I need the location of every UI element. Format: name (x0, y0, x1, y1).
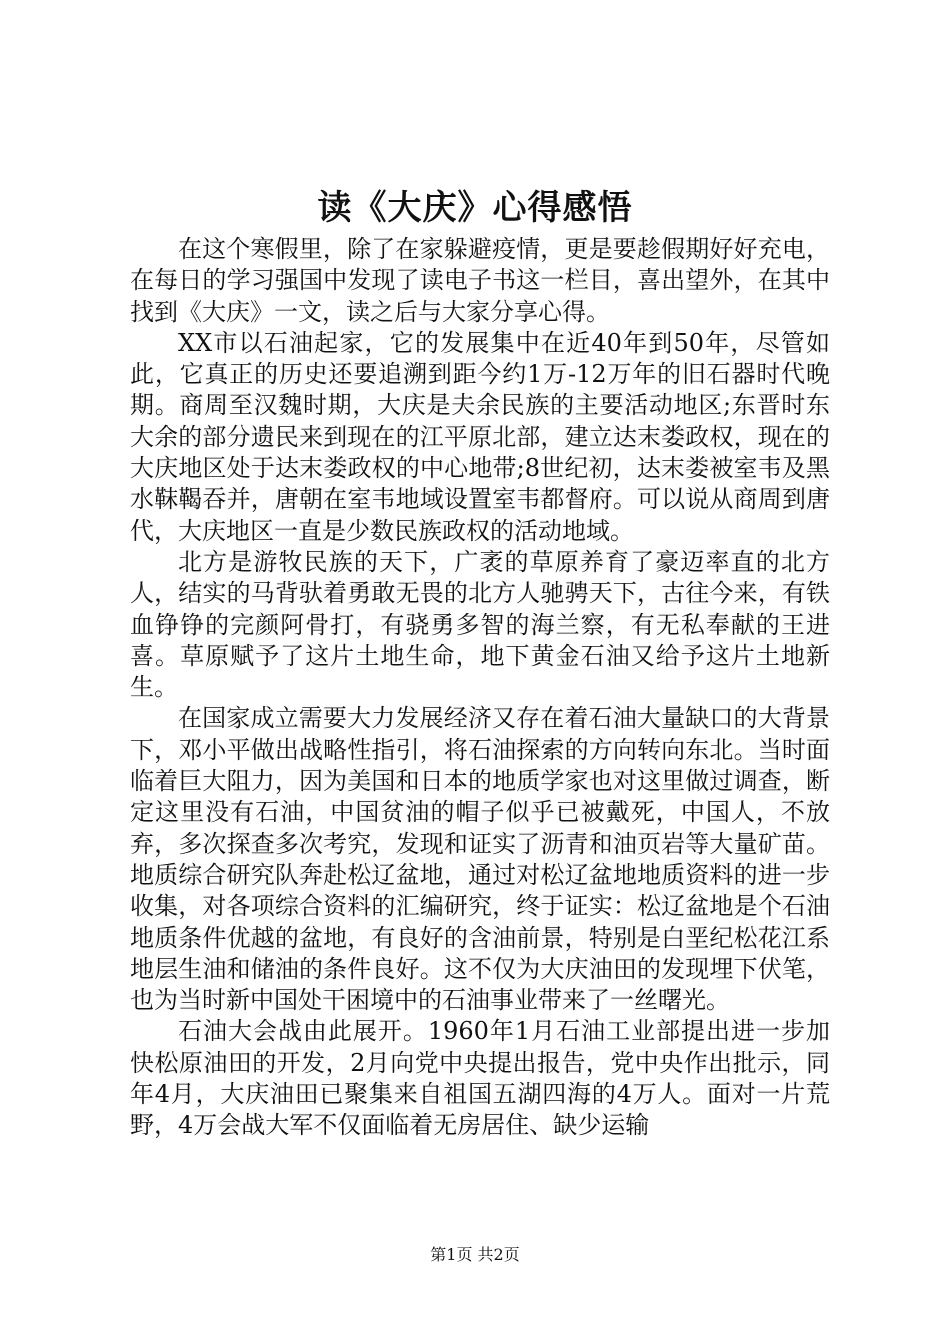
paragraph: XX市以石油起家，它的发展集中在近40年到50年，尽管如此，它真正的历史还要追溯到距今约1万-12万年的旧石器时代晚期。商周至汉魏时期，大庆是夫余民族的主要活动地区;东晋时东大余的部分遗民来到现在的江平原北部，建立达末娄政权，现在的大庆地区处于达末娄政权的中心地带;8世纪初，达末娄被室韦及黑水靺鞨吞并，唐朝在室韦地域设置室韦都督府。可以说从商周到唐代，大庆地区一直是少数民族政权的活动地域。 (130, 328, 830, 545)
document-title: 读《大庆》心得感悟 (317, 188, 633, 228)
paragraph: 在国家成立需要大力发展经济又存在着石油大量缺口的大背景下，邓小平做出战略性指引，将石油探索的方向转向东北。当时面临着巨大阻力，因为美国和日本的地质学家也对这里做过调查，断定这里没有石油，中国贫油的帽子似乎已被戴死，中国人，不放弃，多次探查多次考究，发现和证实了沥青和油页岩等大量矿苗。地质综合研究队奔赴松辽盆地，通过对松辽盆地地质资料的进一步收集，对各项综合资料的汇编研究，终于证实：松辽盆地是个石油地质条件优越的盆地，有良好的含油前景，特别是白垩纪松花江系地层生油和储油的条件良好。这不仅为大庆油田的发现埋下伏笔，也为当时新中国处干困境中的石油事业带来了一丝曙光。 (130, 704, 830, 1015)
paragraph: 北方是游牧民族的天下，广袤的草原养育了豪迈率直的北方人，结实的马背驮着勇敢无畏的北方人驰骋天下，古往今来，有铁血铮铮的完颜阿骨打，有骁勇多智的海兰察，有无私奉献的王进喜。草原赋予了这片土地生命，地下黄金石油又给予这片土地新生。 (130, 547, 830, 702)
page-footer: 第1页 共2页 (430, 1245, 520, 1264)
document-body (130, 234, 830, 1142)
paragraph: 在这个寒假里，除了在家躲避疫情，更是要趁假期好好充电，在每日的学习强国中发现了读电子书这一栏目，喜出望外，在其中找到《大庆》一文，读之后与大家分享心得。 (130, 235, 830, 326)
paragraph: 石油大会战由此展开。1960年1月石油工业部提出进一步加快松原油田的开发，2月向党中央提出报告，党中央作出批示，同年4月，大庆油田已聚集来自祖国五湖四海的4万人。面对一片荒野，4万会战大军不仅面临着无房居住、缺少运输 (130, 1017, 830, 1140)
